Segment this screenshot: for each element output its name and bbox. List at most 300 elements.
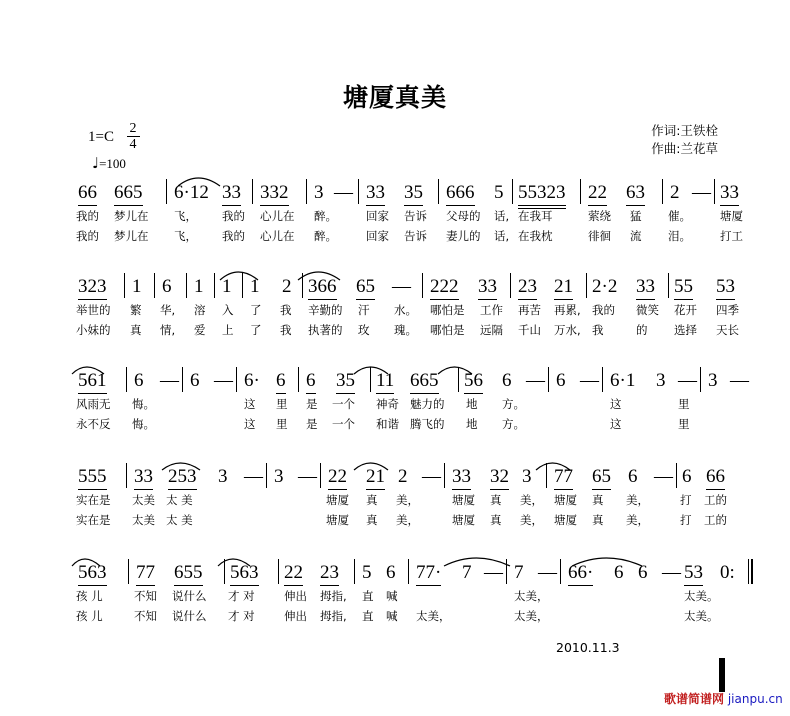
lyric: 回家 [366, 209, 389, 223]
barline [224, 559, 225, 584]
lyricist-credit: 作词:王铁栓 [651, 123, 718, 138]
lyric: 美， [626, 513, 649, 527]
lyric: 工的 [704, 513, 727, 527]
key-signature: 1=C [88, 129, 114, 145]
note-cell: — [422, 466, 441, 487]
note-cell: — [538, 562, 557, 583]
note-row-4 [70, 466, 730, 492]
barline [124, 273, 125, 298]
lyric-row-1a [70, 208, 743, 228]
barline [126, 463, 127, 488]
lyric: 真 [366, 513, 378, 527]
lyric-row-3a [70, 396, 730, 416]
barline [214, 273, 215, 298]
note-cell: — [298, 466, 317, 487]
lyric: 千山 [518, 323, 541, 337]
lyric: 我的 [76, 209, 99, 223]
music-system-1 [70, 182, 743, 248]
barline [252, 179, 253, 204]
lyric: 我 [280, 303, 292, 317]
note-cell: 6 [276, 370, 286, 394]
note-cell: — [244, 466, 263, 487]
lyric: 上 [222, 323, 234, 337]
lyric: 美， [396, 513, 419, 527]
note-cell: 6 [134, 370, 144, 391]
lyric: 瑰。 [394, 323, 417, 337]
note-cell: 66 [706, 466, 725, 490]
lyric: 流 [630, 229, 642, 243]
lyric: 孩 儿 [76, 589, 103, 603]
lyric: 梦儿在 [114, 229, 149, 243]
note-cell: 21 [554, 276, 573, 300]
lyric: 催。 [668, 209, 691, 223]
lyric: 再累, [554, 303, 581, 317]
note-cell: 6 [638, 562, 648, 583]
note-cell: 6 [306, 370, 316, 394]
barline [358, 179, 359, 204]
note-cell: 1 [132, 276, 142, 297]
lyric: 心儿在 [260, 229, 295, 243]
note-cell: 33 [478, 276, 497, 300]
lyric-row-4a [70, 492, 730, 512]
lyric: 喊 [386, 589, 398, 603]
barline [602, 367, 603, 392]
final-barline [748, 559, 753, 584]
note-cell: 6 [190, 370, 200, 391]
note-cell: 0: [720, 562, 735, 583]
lyric: 太美。 [684, 609, 719, 623]
barline [306, 179, 307, 204]
lyric: 我 [592, 323, 604, 337]
note-cell: 6 [386, 562, 396, 583]
lyric-row-2b [70, 322, 739, 342]
lyric-row-3b [70, 416, 730, 436]
lyric: 打工 [720, 229, 743, 243]
note-cell: 53 [716, 276, 735, 300]
lyric: 这 [610, 417, 622, 431]
lyric: 选择 [674, 323, 697, 337]
lyric: 辛勤的 [308, 303, 343, 317]
lyric: 直 [362, 609, 374, 623]
note-cell: 33 [222, 182, 241, 206]
lyric: 真 [490, 513, 502, 527]
lyric: 悔。 [132, 397, 155, 411]
lyric-row-5b [70, 608, 730, 628]
note-cell: 22 [588, 182, 607, 206]
note-cell: — [580, 370, 599, 391]
lyric: 太美， [514, 589, 549, 603]
lyric: 举世的 [76, 303, 111, 317]
lyric: 梦儿在 [114, 209, 149, 223]
note-cell: 666 [446, 182, 475, 206]
lyric: 水。 [394, 303, 417, 317]
barline [266, 463, 267, 488]
lyric: 一个 [332, 417, 355, 431]
note-cell: 33 [452, 466, 471, 490]
lyric: 腾飞的 [410, 417, 445, 431]
lyric: 再苦 [518, 303, 541, 317]
note-cell: 6·12 [174, 182, 209, 203]
barline [242, 273, 243, 298]
note-cell: 332 [260, 182, 289, 206]
barline [354, 559, 355, 584]
lyric: 了 [250, 303, 262, 317]
note-cell: 6 [556, 370, 566, 391]
lyric: 入 [222, 303, 234, 317]
note-cell: 66· [568, 562, 593, 586]
lyric: 哪怕是 [430, 323, 465, 337]
lyric: 万水, [554, 323, 581, 337]
note-cell: 66 [78, 182, 97, 206]
meter-denominator: 4 [129, 137, 137, 152]
lyric: 伸出 [284, 589, 307, 603]
lyric: 哪怕是 [430, 303, 465, 317]
lyric: 神奇 [376, 397, 399, 411]
note-cell: 65 [592, 466, 611, 490]
note-cell: 2·2 [592, 276, 618, 297]
lyric: 真 [592, 513, 604, 527]
lyric: 太美 [132, 493, 155, 507]
lyric: 塘厦 [720, 209, 743, 223]
lyric-row-5a [70, 588, 730, 608]
barline [548, 367, 549, 392]
music-system-3 [70, 370, 749, 436]
note-cell: 253 [168, 466, 197, 490]
lyric: 四季 [716, 303, 739, 317]
lyric: 永不反 [76, 417, 111, 431]
lyric: 这 [244, 397, 256, 411]
lyric: 天长 [716, 323, 739, 337]
lyric: 小妹的 [76, 323, 111, 337]
lyric: 远隔 [480, 323, 503, 337]
lyric: 实在是 [76, 493, 111, 507]
lyric: 爱 [194, 323, 206, 337]
note-cell: 1 [250, 276, 260, 297]
lyric: 在我耳 [518, 209, 553, 223]
note-cell: 323 [78, 276, 107, 300]
lyric: 太美， [416, 609, 451, 623]
lyric: 华, [160, 303, 176, 317]
lyric: 父母的 [446, 209, 481, 223]
lyric: 里 [678, 397, 690, 411]
note-cell: 77· [416, 562, 441, 586]
note-cell: 3 [218, 466, 228, 487]
lyric: 塘厦 [452, 493, 475, 507]
barline [580, 179, 581, 204]
watermark-chinese: 歌谱简谱网 [664, 692, 725, 706]
note-cell: 6 [162, 276, 172, 297]
music-system-5 [70, 562, 735, 628]
lyric: 真 [366, 493, 378, 507]
note-cell: 665 [114, 182, 143, 206]
meter-numerator: 2 [129, 121, 137, 136]
lyric: 工作 [480, 303, 503, 317]
lyric: 打 [680, 493, 692, 507]
note-cell: 22 [284, 562, 303, 586]
lyric: 真 [592, 493, 604, 507]
composition-date: 2010.11.3 [556, 640, 620, 655]
lyric: 这 [610, 397, 622, 411]
note-cell: 366 [308, 276, 337, 300]
site-watermark [664, 690, 783, 707]
note-cell: 2 [670, 182, 680, 203]
barline [586, 273, 587, 298]
lyric: 塘厦 [554, 513, 577, 527]
note-cell: 56 [464, 370, 483, 394]
barline [438, 179, 439, 204]
note-cell: 3 [656, 370, 666, 391]
note-cell: 33 [720, 182, 739, 206]
tempo-value: =100 [99, 156, 126, 171]
note-cell: 6·1 [610, 370, 636, 391]
lyric: 里 [276, 417, 288, 431]
lyric: 汗 [358, 303, 370, 317]
note-cell: 22 [328, 466, 347, 490]
note-cell: 665 [410, 370, 439, 394]
lyric: 在我枕 [518, 229, 553, 243]
composer-credit: 作曲:兰花草 [651, 141, 718, 156]
lyric: 话, [494, 209, 510, 223]
quarter-note-icon: ♩ [92, 154, 100, 172]
lyric: 不知 [134, 589, 157, 603]
lyric: 拇指, [320, 609, 347, 623]
note-row-2 [70, 276, 735, 302]
barline [512, 179, 513, 204]
lyric: 里 [678, 417, 690, 431]
lyric: 塘厦 [554, 493, 577, 507]
note-cell: 655 [174, 562, 203, 586]
lyric: 告诉 [404, 209, 427, 223]
note-cell: — [484, 562, 503, 583]
music-system-4 [70, 466, 730, 532]
note-row-5 [70, 562, 735, 588]
note-cell: 1 [194, 276, 204, 297]
note-cell: 77 [136, 562, 155, 586]
note-cell: 555 [78, 466, 107, 490]
note-row-1 [70, 182, 739, 208]
barline [370, 367, 371, 392]
note-cell: 21 [366, 466, 385, 490]
lyric: 萦绕 [588, 209, 611, 223]
note-cell: 33 [366, 182, 385, 206]
barline [458, 367, 459, 392]
note-cell: 32 [490, 466, 509, 490]
lyric-row-2a [70, 302, 739, 322]
lyric: 我的 [76, 229, 99, 243]
lyric: 真 [130, 323, 142, 337]
lyric: 玫 [358, 323, 370, 337]
note-cell: 563 [78, 562, 107, 586]
note-cell: 35 [404, 182, 423, 206]
lyric: 地 [466, 417, 478, 431]
barline [166, 179, 167, 204]
note-cell: 55 [674, 276, 693, 300]
note-cell: 6· [244, 370, 260, 391]
note-cell: 7 [462, 562, 472, 583]
lyric: 的 [636, 323, 648, 337]
note-cell: 2 [282, 276, 292, 297]
barline [506, 559, 507, 584]
lyric: 执著的 [308, 323, 343, 337]
note-cell: 563 [230, 562, 259, 586]
note-cell: 1 [222, 276, 232, 297]
note-cell: 77 [554, 466, 573, 490]
note-cell: 11 [376, 370, 394, 394]
note-cell: 63 [626, 182, 645, 206]
lyric: 告诉 [404, 229, 427, 243]
note-cell: 561 [78, 370, 107, 394]
note-cell: 6 [502, 370, 512, 391]
note-cell: 23 [518, 276, 537, 300]
note-cell: 53 [684, 562, 703, 586]
lyric: 猛 [630, 209, 642, 223]
lyric: 醉。 [314, 209, 337, 223]
lyric: 微笑 [636, 303, 659, 317]
barline [128, 559, 129, 584]
note-cell: 5 [362, 562, 372, 583]
note-cell: 35 [336, 370, 355, 394]
lyric: 话, [494, 229, 510, 243]
barline [676, 463, 677, 488]
lyric: 情, [160, 323, 176, 337]
note-cell: — [678, 370, 697, 391]
lyric: 不知 [134, 609, 157, 623]
lyric: 我的 [592, 303, 615, 317]
note-cell: 2 [398, 466, 408, 487]
lyric: 真 [490, 493, 502, 507]
barline [278, 559, 279, 584]
lyric: 我 [280, 323, 292, 337]
note-cell: 33 [636, 276, 655, 300]
barline [444, 463, 445, 488]
note-cell: 222 [430, 276, 459, 300]
lyric: 美， [396, 493, 419, 507]
lyric: 美， [520, 513, 543, 527]
page-title: 塘厦真美 [342, 83, 447, 112]
lyric: 塘厦 [452, 513, 475, 527]
note-cell: 33 [134, 466, 153, 490]
lyric: 徘徊 [588, 229, 611, 243]
page-end-mark [719, 658, 725, 692]
lyric: 打 [680, 513, 692, 527]
lyric: 塘厦 [326, 493, 349, 507]
music-system-2 [70, 276, 739, 342]
lyric: 太 美 [166, 513, 193, 527]
lyric: 方。 [502, 417, 525, 431]
barline [700, 367, 701, 392]
lyric: 是 [306, 417, 318, 431]
note-cell: — [692, 182, 711, 203]
lyric: 一个 [332, 397, 355, 411]
lyric: 太美 [132, 513, 155, 527]
note-cell: — [662, 562, 681, 583]
lyric: 直 [362, 589, 374, 603]
lyric: 才 对 [228, 589, 255, 603]
lyric: 实在是 [76, 513, 111, 527]
note-cell: 3 [314, 182, 324, 203]
lyric: 说什么 [172, 609, 207, 623]
lyric: 悔。 [132, 417, 155, 431]
lyric: 太 美 [166, 493, 193, 507]
barline [302, 273, 303, 298]
lyric: 是 [306, 397, 318, 411]
lyric: 塘厦 [326, 513, 349, 527]
lyric: 喊 [386, 609, 398, 623]
barline [186, 273, 187, 298]
lyric: 工的 [704, 493, 727, 507]
note-cell: 7 [514, 562, 524, 583]
time-signature [125, 122, 141, 151]
barline [662, 179, 663, 204]
barline [236, 367, 237, 392]
lyric: 溶 [194, 303, 206, 317]
note-cell: — [214, 370, 233, 391]
barline [408, 559, 409, 584]
lyric: 才 对 [228, 609, 255, 623]
lyric: 孩 儿 [76, 609, 103, 623]
note-cell: — [160, 370, 179, 391]
note-cell: — [654, 466, 673, 487]
lyric: 了 [250, 323, 262, 337]
note-cell: 65 [356, 276, 375, 300]
lyric: 伸出 [284, 609, 307, 623]
lyric: 飞， [174, 229, 197, 243]
lyric: 方。 [502, 397, 525, 411]
note-cell: 6 [614, 562, 624, 583]
lyric: 繁 [130, 303, 142, 317]
note-cell: 5 [494, 182, 504, 203]
barline [154, 273, 155, 298]
barline [320, 463, 321, 488]
note-cell: 55323 [518, 182, 566, 206]
note-cell: 3 [274, 466, 284, 487]
note-cell: — [334, 182, 353, 203]
lyric: 美， [626, 493, 649, 507]
lyric: 美， [520, 493, 543, 507]
barline [546, 463, 547, 488]
lyric: 这 [244, 417, 256, 431]
lyric: 太美， [514, 609, 549, 623]
lyric: 回家 [366, 229, 389, 243]
lyric: 地 [466, 397, 478, 411]
lyric: 拇指, [320, 589, 347, 603]
credits-block [651, 122, 718, 158]
barline [714, 179, 715, 204]
slur-overlay-5 [70, 548, 730, 568]
lyric: 和谐 [376, 417, 399, 431]
note-cell: 6 [682, 466, 692, 487]
lyric: 妻儿的 [446, 229, 481, 243]
lyric: 里 [276, 397, 288, 411]
watermark-domain: jianpu.cn [727, 692, 783, 706]
lyric: 太美。 [684, 589, 719, 603]
lyric: 风雨无 [76, 397, 111, 411]
barline [510, 273, 511, 298]
lyric: 心儿在 [260, 209, 295, 223]
lyric-row-1b [70, 228, 743, 248]
barline [298, 367, 299, 392]
lyric: 花开 [674, 303, 697, 317]
lyric: 我的 [222, 229, 245, 243]
lyric-row-4b [70, 512, 730, 532]
barline [182, 367, 183, 392]
barline [422, 273, 423, 298]
lyric: 飞， [174, 209, 197, 223]
lyric: 说什么 [172, 589, 207, 603]
lyric: 我的 [222, 209, 245, 223]
note-cell: — [526, 370, 545, 391]
lyric: 泪。 [668, 229, 691, 243]
